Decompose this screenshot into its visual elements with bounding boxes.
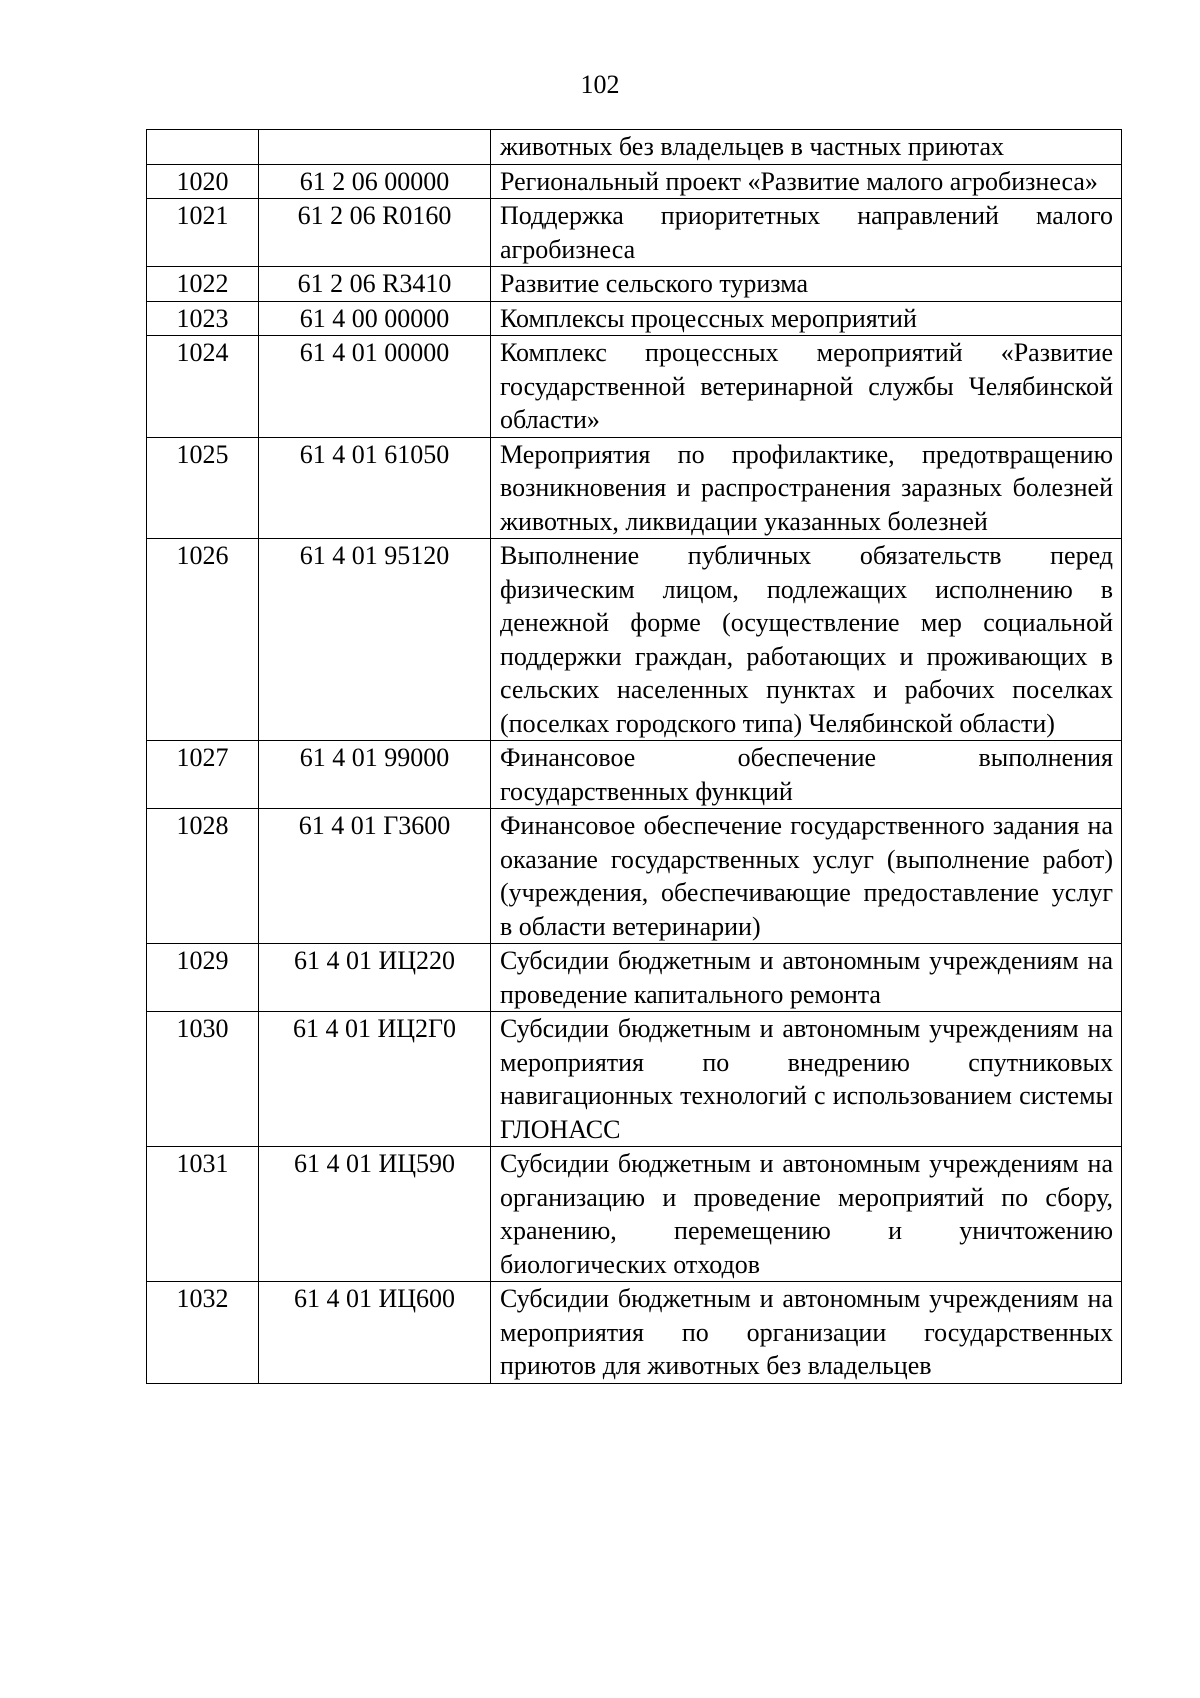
article-name: Комплекс процессных мероприятий «Развитие государственной ветеринарной службы Челябинской области» bbox=[491, 336, 1122, 438]
row-number: 1020 bbox=[147, 164, 259, 199]
target-article-code: 61 4 01 ИЦ600 bbox=[259, 1282, 491, 1384]
table-row bbox=[147, 944, 1122, 1012]
target-article-code: 61 4 01 Г3600 bbox=[259, 809, 491, 944]
table-row bbox=[147, 539, 1122, 741]
article-name: Субсидии бюджетным и автономным учреждениям на организацию и проведение мероприятий по сбору, хранению, перемещению и уничтожению биологических отходов bbox=[491, 1147, 1122, 1282]
target-article-code: 61 4 01 ИЦ220 bbox=[259, 944, 491, 1012]
target-article-code: 61 4 01 ИЦ590 bbox=[259, 1147, 491, 1282]
row-number: 1027 bbox=[147, 741, 259, 809]
page-number: 102 bbox=[580, 70, 620, 99]
row-number: 1023 bbox=[147, 301, 259, 336]
article-name: Мероприятия по профилактике, предотвращению возникновения и распространения заразных болезней животных, ликвидации указанных болезней bbox=[491, 437, 1122, 539]
table-row bbox=[147, 199, 1122, 267]
article-name: Региональный проект «Развитие малого агробизнеса» bbox=[491, 164, 1122, 199]
table-row bbox=[147, 164, 1122, 199]
row-number: 1024 bbox=[147, 336, 259, 438]
table-row bbox=[147, 336, 1122, 438]
target-article-code: 61 4 01 ИЦ2Г0 bbox=[259, 1012, 491, 1147]
table-row bbox=[147, 437, 1122, 539]
target-article-code: 61 4 01 95120 bbox=[259, 539, 491, 741]
table-body bbox=[147, 130, 1122, 1384]
row-number: 1030 bbox=[147, 1012, 259, 1147]
target-article-code: 61 2 06 00000 bbox=[259, 164, 491, 199]
target-article-code bbox=[259, 130, 491, 165]
row-number bbox=[147, 130, 259, 165]
article-name: Субсидии бюджетным и автономным учреждениям на мероприятия по организации государственных приютов для животных без владельцев bbox=[491, 1282, 1122, 1384]
target-article-code: 61 4 01 00000 bbox=[259, 336, 491, 438]
row-number: 1022 bbox=[147, 267, 259, 302]
target-article-code: 61 2 06 R3410 bbox=[259, 267, 491, 302]
row-number: 1031 bbox=[147, 1147, 259, 1282]
table-row bbox=[147, 267, 1122, 302]
target-article-code: 61 4 01 61050 bbox=[259, 437, 491, 539]
article-name: Комплексы процессных мероприятий bbox=[491, 301, 1122, 336]
table-row bbox=[147, 1282, 1122, 1384]
row-number: 1021 bbox=[147, 199, 259, 267]
table-row bbox=[147, 1147, 1122, 1282]
article-name: Финансовое обеспечение выполнения государственных функций bbox=[491, 741, 1122, 809]
row-number: 1025 bbox=[147, 437, 259, 539]
article-name: Субсидии бюджетным и автономным учреждениям на мероприятия по внедрению спутниковых навигационных технологий с использованием системы ГЛОНАСС bbox=[491, 1012, 1122, 1147]
table-row bbox=[147, 1012, 1122, 1147]
budget-classification-table bbox=[146, 129, 1122, 1384]
row-number: 1026 bbox=[147, 539, 259, 741]
table-row bbox=[147, 130, 1122, 165]
article-name: Выполнение публичных обязательств перед физическим лицом, подлежащих исполнению в денежной форме (осуществление мер социальной поддержки граждан, работающих и проживающих в сельских населенных пунктах и рабочих поселках (поселках городского типа) Челябинской области) bbox=[491, 539, 1122, 741]
table-row bbox=[147, 809, 1122, 944]
article-name: Поддержка приоритетных направлений малого агробизнеса bbox=[491, 199, 1122, 267]
target-article-code: 61 4 00 00000 bbox=[259, 301, 491, 336]
table-row bbox=[147, 301, 1122, 336]
table-row bbox=[147, 741, 1122, 809]
article-name: животных без владельцев в частных приютах bbox=[491, 130, 1122, 165]
row-number: 1032 bbox=[147, 1282, 259, 1384]
row-number: 1029 bbox=[147, 944, 259, 1012]
row-number: 1028 bbox=[147, 809, 259, 944]
article-name: Субсидии бюджетным и автономным учреждениям на проведение капитального ремонта bbox=[491, 944, 1122, 1012]
article-name: Финансовое обеспечение государственного задания на оказание государственных услуг (выполнение работ) (учреждения, обеспечивающие предоставление услуг в области ветеринарии) bbox=[491, 809, 1122, 944]
target-article-code: 61 4 01 99000 bbox=[259, 741, 491, 809]
target-article-code: 61 2 06 R0160 bbox=[259, 199, 491, 267]
article-name: Развитие сельского туризма bbox=[491, 267, 1122, 302]
